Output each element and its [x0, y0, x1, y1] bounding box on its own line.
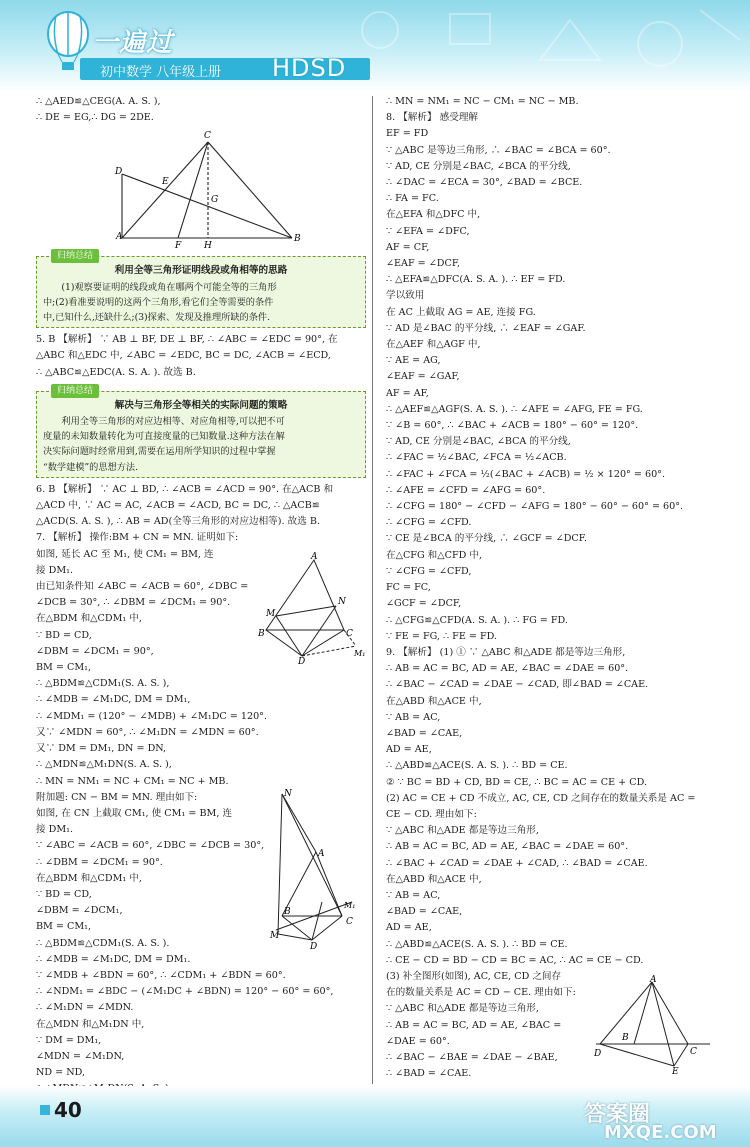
text-line: FC = FC, — [386, 582, 431, 594]
watermark-url: MXQE.COM — [604, 1122, 717, 1143]
q5-line: 5. B 【解析】 ∵ AB ⊥ BF, DE ⊥ BF, ∴ ∠ABC = ∠EDC = 90°, 在 — [36, 334, 338, 346]
text-line: ∵ FE = FG, ∴ FE = FD. — [386, 630, 498, 642]
q7-line: ∴ ∠MDM₁ = (120° − ∠MDB) + ∠M₁DC = 120°. — [36, 710, 268, 722]
series-label: HDSD — [272, 54, 347, 82]
text-line: ∴ AB = AC = BC, AD = AE, ∠BAC = ∠DAE = 60°. — [386, 841, 629, 853]
fig2-label-n: N — [338, 597, 346, 607]
text-line: ∵ AD 是∠BAC 的平分线, ∴ ∠EAF = ∠GAF. — [386, 322, 586, 334]
text-line: ∴ △AEF≌△AGF(S. A. S. ). ∴ ∠AFE = ∠AFG, FE = FG. — [386, 403, 643, 415]
text-line: ∴ ∠FAC = ½∠BAC, ∠FCA = ½∠ACB. — [386, 452, 567, 464]
text-line: ∴ DE = EG,∴ DG = 2DE. — [36, 112, 154, 124]
text-line: ∴ FA = FC. — [386, 193, 439, 205]
text-line: ∴ ∠CFG = ∠CFD. — [386, 517, 472, 529]
q6-line: △ACD(S. A. S. ), ∴ AB = AD(全等三角形的对应边相等). 故选 B. — [36, 516, 320, 528]
fig1-label-h: H — [204, 241, 212, 252]
q7-line: ∴ ∠MDB = ∠M₁DC, DM = DM₁, — [36, 694, 191, 706]
fig4-label-e: E — [672, 1067, 679, 1077]
q7-line: 7. 【解析】 操作:BM + CN = MN. 证明如下: — [36, 532, 239, 544]
figure-q7-additional — [268, 786, 364, 950]
fig2-label-d: D — [298, 657, 306, 667]
fig1-label-b: B — [294, 234, 301, 245]
fig2-label-a: A — [311, 552, 318, 562]
fig2-label-b: B — [258, 629, 265, 639]
text-line: ∵ AE = AG, — [386, 355, 441, 367]
text-line: ∵ △ABC 和△ADE 都是等边三角形, — [386, 825, 539, 837]
text-line: 在△CFG 和△CFD 中, — [386, 549, 483, 561]
text-line: AD = AE, — [386, 922, 432, 934]
text-line: ∴ △CFG≌△CFD(A. S. A. ). ∴ FG = FD. — [386, 614, 568, 626]
text-line: ∴ MN = NM₁ = NC − CM₁ = NC − MB. — [386, 96, 579, 107]
subject-label: 初中数学 八年级上册 — [100, 65, 222, 80]
fig3-label-d: D — [310, 942, 318, 952]
text-line: ∵ △ABC 和△ADE 都是等边三角形, — [386, 1003, 539, 1015]
text-line: ∴ ∠AFE = ∠CFD = ∠AFG = 60°. — [386, 484, 546, 496]
brand-title: 一遍过 — [92, 28, 174, 58]
q7-line: ∠DBM = ∠DCM₁, — [36, 905, 123, 917]
text-line: ∵ CE 是∠BCA 的平分线, ∴ ∠GCF = ∠DCF. — [386, 533, 587, 545]
fig4-label-c: C — [690, 1047, 697, 1057]
q7-line: 接 DM₁. — [36, 824, 74, 836]
text-line: ∵ AD, CE 分别是∠BAC, ∠BCA 的平分线, — [386, 436, 571, 448]
text-line: ∴ AB = AC = BC, AD = AE, ∠BAC = ∠DAE = 60°. — [386, 663, 629, 675]
text-line: ∵ ∠EFA = ∠DFC, — [386, 225, 470, 237]
text-line: AF = AF, — [386, 387, 429, 399]
fig1-label-a: A — [116, 232, 123, 243]
q7-line: ∴ ∠MDB = ∠M₁DC, DM = DM₁. — [36, 953, 191, 965]
q7-line: 在△MDN 和△M₁DN 中, — [36, 1018, 145, 1030]
q7-line: 又∵ ∠MDN = 60°, ∴ ∠M₁DN = ∠MDN = 60°. — [36, 726, 259, 738]
watermark-logo: 答案圈 — [584, 1102, 651, 1127]
summary-line: 利用全等三角形的对应边相等、对应角相等,可以把不可 — [61, 416, 285, 428]
fig3-label-a: A — [318, 849, 325, 859]
fig3-label-c: C — [346, 917, 353, 927]
summary-title: 归纳总结 — [51, 249, 99, 263]
text-line: ∴ ∠BAC − ∠BAE = ∠DAE − ∠BAE, — [386, 1051, 558, 1063]
q7-line: 由已知条件知 ∠ABC = ∠ACB = 60°, ∠DBC = — [36, 581, 249, 593]
fig4-label-b: B — [622, 1033, 629, 1043]
text-line: ∵ AB = AC, — [386, 889, 441, 901]
q7-line: 在△BDM 和△CDM₁ 中, — [36, 613, 142, 625]
page-marker-icon — [40, 1105, 50, 1115]
q7-line: ND = ND, — [36, 1067, 86, 1079]
q7-line: ∠MDN = ∠M₁DN, — [36, 1050, 125, 1062]
fig1-label-e: E — [162, 177, 169, 188]
text-line: ∵ AB = AC, — [386, 711, 441, 723]
header-decoration — [320, 0, 750, 92]
text-line: ∠EAF = ∠DCF, — [386, 258, 461, 270]
text-line: ∴ △ABD≌△ACE(S. A. S. ). ∴ BD = CE. — [386, 760, 568, 772]
fig3-label-n: N — [284, 789, 292, 799]
fig2-label-c: C — [346, 629, 353, 639]
q7-line: ∵ BD = CD, — [36, 888, 92, 900]
column-divider — [372, 96, 373, 1084]
summary-title: 归纳总结 — [51, 384, 99, 398]
text-line: 在△ABD 和△ACE 中, — [386, 695, 482, 707]
fig1-label-c: C — [204, 131, 211, 142]
text-line: 9. 【解析】 (1) ① ∵ △ABC 和△ADE 都是等边三角形, — [386, 646, 626, 658]
q7-line: ∠DCB = 30°, ∴ ∠DBM = ∠DCM₁ = 90°. — [36, 597, 231, 609]
fig2-label-m1: M₁ — [354, 649, 366, 658]
q7-line: ∴ △BDM≌△CDM₁(S. A. S. ), — [36, 678, 170, 690]
fig1-label-f: F — [175, 241, 182, 252]
summary-heading: 解决与三角形全等相关的实际问题的策略 — [114, 399, 288, 411]
text-line: ∴ ∠BAD = ∠CAE. — [386, 1068, 472, 1080]
q7-line: ∴ ∠DBM = ∠DCM₁ = 90°. — [36, 856, 163, 868]
fig4-label-d: D — [594, 1049, 602, 1059]
right-column — [386, 94, 720, 1082]
q7-line: ∴ △BDM≌△CDM₁(S. A. S. ). — [36, 937, 170, 949]
q7-line: ∵ ∠MDB + ∠BDN = 60°, ∴ ∠CDM₁ + ∠BDN = 60°. — [36, 969, 286, 981]
text-line: 在△ABD 和△ACE 中, — [386, 873, 482, 885]
q7-line: 如图, 在 CN 上截取 CM₁, 使 CM₁ = BM, 连 — [36, 807, 233, 819]
text-line: (2) AC = CE + CD 不成立, AC, CE, CD 之间存在的数量关系是 AC = — [386, 792, 696, 804]
text-line: 在△EFA 和△DFC 中, — [386, 209, 481, 221]
summary-line: “数学建模”的思想方法. — [43, 461, 139, 473]
summary-line: (1)观察要证明的线段或角在哪两个可能全等的三角形 — [61, 281, 277, 293]
q6-line: △ACD 中, ∵ AC = AC, ∠ACB = ∠ACD, BC = DC, ∴ △ACB≌ — [36, 500, 320, 512]
q7-line: 如图, 延长 AC 至 M₁, 使 CM₁ = BM, 连 — [36, 548, 214, 560]
q7-line: 又∵ DM = DM₁, DN = DN, — [36, 743, 167, 755]
summary-box-2 — [36, 385, 366, 478]
right-block-a — [386, 94, 720, 969]
q7-line: ∵ ∠ABC = ∠ACB = 60°, ∠DBC = ∠DCB = 30°, — [36, 840, 265, 852]
text-line: ② ∵ BC = BD + CD, BD = CE, ∴ BC = AC = CE + CD. — [386, 776, 647, 788]
q7-line: ∠DBM = ∠DCM₁ = 90°, — [36, 645, 154, 657]
q5-line: △ABC 和△EDC 中, ∠ABC = ∠EDC, BC = DC, ∠ACB = ∠ECD, — [36, 350, 331, 362]
text-line: 在的数量关系是 AC = CD − CE. 理由如下: — [386, 987, 576, 999]
text-line: ∴ CE − CD = BD − CD = BC = AC, ∴ AC = CE − CD. — [386, 954, 644, 966]
q7-line: 在△BDM 和△CDM₁ 中, — [36, 872, 142, 884]
text-line: ∠EAF = ∠GAF, — [386, 371, 460, 383]
q7-line: ∴ ∠NDM₁ = ∠BDC − (∠M₁DC + ∠BDN) = 120° − 60° = 60°, — [36, 986, 334, 998]
summary-line: 中,已知什么,还缺什么;(3)探索、发现及推理所缺的条件. — [43, 312, 270, 324]
fig4-label-a: A — [650, 975, 657, 985]
text-line: ∵ △ABC 是等边三角形, ∴ ∠BAC = ∠BCA = 60°. — [386, 144, 611, 156]
q7-line: ∴ ∠M₁DN = ∠MDN. — [36, 1002, 134, 1014]
text-line: ∴ ∠BAC + ∠CAD = ∠DAE + ∠CAD, ∴ ∠BAD = ∠CAE. — [386, 857, 648, 869]
text-line: AF = CF, — [386, 241, 430, 253]
q7-line: ∵ BD = CD, — [36, 629, 92, 641]
fig3-label-b: B — [284, 907, 291, 917]
q7-line: BM = CM₁, — [36, 662, 92, 674]
summary-line: 决实际问题时经常用到,需要在运用所学知识的过程中掌握 — [43, 446, 276, 458]
fig3-label-m1: M₁ — [344, 901, 356, 910]
q7-line: ∵ DM = DM₁, — [36, 1034, 102, 1046]
text-line: ∠DAE = 60°. — [386, 1035, 450, 1047]
text-line: ∴ △AED≌△CEG(A. A. S. ), — [36, 96, 161, 107]
summary-box-1 — [36, 251, 366, 328]
q7-line: ∴ MN = NM₁ = NC + CM₁ = NC + MB. — [36, 775, 229, 787]
figure-q7-operation — [254, 552, 366, 667]
fig2-label-m: M — [266, 609, 276, 619]
fig1-label-d: D — [115, 167, 123, 178]
summary-line: 度量的未知数量转化为可直接度量的已知数量.这种方法在解 — [43, 431, 285, 443]
right-block-b — [386, 969, 596, 1082]
text-line: ∵ AD, CE 分别是∠BAC, ∠BCA 的平分线, — [386, 160, 571, 172]
text-line: ∵ ∠B = 60°, ∴ ∠BAC + ∠ACB = 180° − 60° = 120°. — [386, 420, 639, 432]
text-line: ∴ △ABD≌△ACE(S. A. S. ). ∴ BD = CE. — [386, 938, 568, 950]
q5-line: ∴ △ABC≌△EDC(A. S. A. ). 故选 B. — [36, 366, 196, 378]
figure-q9-part3 — [594, 974, 714, 1077]
q7-line: ∴ △MDN≌△M₁DN(S. A. S. ), — [36, 759, 172, 771]
text-line: CE − CD. 理由如下: — [386, 808, 477, 820]
q7-line: 附加题: CN − BM = MN. 理由如下: — [36, 791, 198, 803]
q7-line: 接 DM₁. — [36, 564, 74, 576]
text-line: ∵ ∠CFG = ∠CFD, — [386, 565, 472, 577]
page-header — [0, 0, 750, 92]
text-line: ∴ AB = AC = BC, AD = AE, ∠BAC = — [386, 1019, 562, 1031]
text-line: 在 AC 上截取 AG = AE, 连接 FG. — [386, 306, 536, 318]
fig1-label-g: G — [211, 195, 219, 206]
figure-triangle-aedcg — [36, 126, 366, 252]
text-line: EF = FD — [386, 128, 429, 140]
text-line: ∴ ∠BAC − ∠CAD = ∠DAE − ∠CAD, 即∠BAD = ∠CAE. — [386, 679, 649, 691]
fig3-label-m: M — [270, 931, 280, 941]
text-line: ∴ ∠FAC + ∠FCA = ½(∠BAC + ∠ACB) = ½ × 120° = 60°. — [386, 468, 666, 480]
text-line: ∴ △EFA≌△DFC(A. S. A. ). ∴ EF = FD. — [386, 274, 566, 286]
text-line: ∠BAD = ∠CAE, — [386, 906, 463, 918]
page-number: 40 — [54, 1098, 82, 1122]
summary-heading: 利用全等三角形证明线段或角相等的思路 — [114, 265, 288, 277]
text-line: 学以致用 — [386, 290, 425, 302]
text-line: 在△AEF 和△AGF 中, — [386, 339, 481, 351]
text-line: ∴ ∠DAC = ∠ECA = 30°, ∠BAD = ∠BCE. — [386, 177, 583, 189]
q7-line: BM = CM₁, — [36, 921, 92, 933]
q6-line: 6. B 【解析】 ∵ AC ⊥ BD, ∴ ∠ACB = ∠ACD = 90°. 在△ACB 和 — [36, 483, 334, 495]
text-line: AD = AE, — [386, 744, 432, 756]
text-line: (3) 补全图形(如图), AC, CE, CD 之间存 — [386, 970, 562, 982]
summary-line: 中;(2)看准要说明的这两个三角形,看它们全等需要的条件 — [43, 296, 274, 308]
text-line: ∠BAD = ∠CAE, — [386, 727, 463, 739]
text-line: 8. 【解析】 感受理解 — [386, 112, 479, 124]
text-line: ∠GCF = ∠DCF, — [386, 598, 462, 610]
text-line: ∴ ∠CFG = 180° − ∠CFD − ∠AFG = 180° − 60° − 60° = 60°. — [386, 501, 684, 513]
